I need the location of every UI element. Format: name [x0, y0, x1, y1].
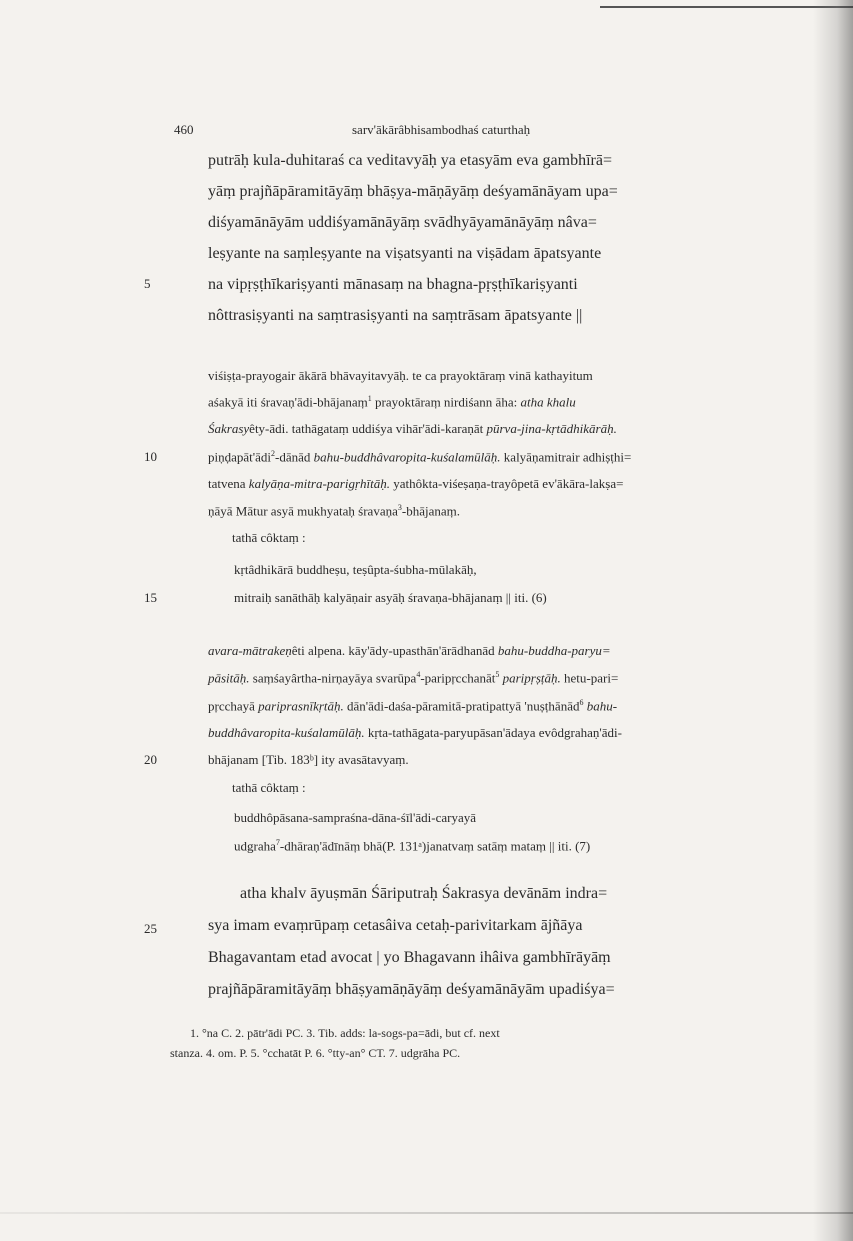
text-span: -dānād: [275, 449, 314, 465]
footnote-ref: 4: [416, 670, 421, 679]
text-span: êty-ādi. tathāgataṃ uddiśya vihār'ādi-karaṇāt: [249, 421, 487, 436]
text-line: [208, 476, 623, 492]
footnote-line: 1. °na C. 2. pātr'ādi PC. 3. Tib. adds: la-sogs-pa=ādi, but cf. next: [190, 1026, 500, 1040]
text-span: hetu-pari=: [560, 670, 619, 686]
text-line: nôttrasiṣyanti na saṃtrasiṣyanti na saṃtrāsam āpatsyante ||: [208, 307, 583, 324]
text-line: putrāḥ kula-duhitaraś ca veditavyāḥ ya etasyām eva gambhīrā=: [208, 152, 612, 169]
lemma: kalyāṇa-mitra-parigṛhītāḥ.: [248, 476, 390, 491]
footnote-ref: 5: [495, 670, 500, 679]
lemma: pūrva-jina-kṛtādhikārāḥ.: [486, 421, 617, 436]
lemma: Śakrasy: [208, 421, 250, 436]
lemma: pariprasnīkṛtāḥ.: [258, 698, 344, 714]
page-bottom-edge: [0, 1212, 853, 1214]
line-number-20: 20: [144, 752, 157, 767]
text-line: yāṃ prajñāpāramitāyāṃ bhāṣya-māṇāyāṃ deśyamānāyam upa=: [208, 183, 618, 200]
footnote-line: stanza. 4. om. P. 5. °cchatāt P. 6. °tty-an° CT. 7. udgrāha PC.: [170, 1046, 461, 1060]
text-line: diśyamānāyām uddiśyamānāyāṃ svādhyāyamānāyāṃ nâva=: [208, 214, 597, 231]
text-line: tathā côktaṃ :: [232, 530, 306, 545]
text-span: -dhāraṇ'ādīnāṃ bhā(P. 131ᵃ)janatvaṃ satāṃ mataṃ || iti. (7): [279, 838, 591, 854]
text-line: [208, 725, 622, 741]
text-span: prayoktāraṃ nirdiśann āha:: [371, 394, 521, 410]
lemma: atha khalu: [520, 394, 576, 410]
text-span: udgraha: [234, 838, 276, 854]
verse-line: kṛtâdhikārā buddheṣu, teṣûpta-śubha-mūlakāḥ,: [234, 562, 477, 577]
verse-line: mitraiḥ sanāthāḥ kalyāṇair asyāḥ śravaṇa-bhājanaṃ || iti. (6): [234, 590, 547, 605]
text-span: aśakyā iti śravaṇ'ādi-bhājanaṃ: [208, 394, 368, 410]
text-span: pṛcchayā: [208, 698, 259, 714]
text-line: atha khalv āyuṣmān Śāriputraḥ Śakrasya devānām indra=: [240, 885, 608, 902]
page-header: [0, 122, 853, 142]
text-line: viśiṣṭa-prayogair ākārā bhāvayitavyāḥ. te ca prayoktāraṃ vinā kathayitum: [208, 368, 593, 383]
page-number: 460: [174, 122, 194, 137]
text-line: [208, 449, 631, 465]
text-line: [208, 394, 576, 410]
line-number-25: 25: [144, 921, 157, 936]
verse-line: [234, 838, 590, 854]
lemma: avara-mātrakeṇ: [208, 643, 292, 658]
text-line: [208, 670, 618, 686]
lemma: bahu-: [583, 698, 618, 714]
line-number-5: 5: [144, 276, 151, 291]
text-span: -paripṛcchanāt: [420, 670, 496, 686]
text-line: sya imam evaṃrūpaṃ cetasâiva cetaḥ-parivitarkam ājñāya: [208, 917, 583, 934]
footnote-ref: 6: [579, 698, 584, 707]
text-span: -bhājanaṃ.: [401, 503, 460, 519]
text-line: [208, 421, 617, 437]
line-number-10: 10: [144, 449, 157, 464]
text-line: [208, 643, 611, 659]
lemma: bahu-buddhâvaropita-kuśalamūlāḥ.: [313, 449, 501, 465]
text-line: [208, 503, 460, 519]
text-line: [208, 698, 617, 714]
text-span: yathôkta-viśeṣaṇa-trayôpetā ev'ākāra-lakṣa=: [389, 476, 624, 491]
footnote-ref: 2: [271, 449, 275, 458]
text-line: Bhagavantam etad avocat | yo Bhagavann ihâiva gambhīrāyāṃ: [208, 949, 611, 966]
footnote-ref: 3: [397, 503, 402, 512]
page-binding-shadow: [813, 0, 853, 1241]
text-span: saṃśayârtha-nirṇayāya svarūpa: [249, 670, 417, 686]
text-span: tatvena: [208, 476, 249, 491]
text-span: êti alpena. kāy'ādy-upasthān'ārādhanād: [291, 643, 498, 658]
footnote-ref: 1: [367, 394, 372, 403]
text-span: kṛta-tathāgata-paryupāsan'ādaya evôdgrahaṇ'ādi-: [364, 725, 622, 740]
verse-line: buddhôpāsana-sampraśna-dāna-śīl'ādi-caryayā: [234, 810, 477, 825]
text-span: dān'ādi-daśa-pāramitā-pratipattyā 'nuṣṭhānād: [343, 698, 580, 714]
text-span: piṇḍapāt'ādi: [208, 449, 271, 465]
text-line: tathā côktaṃ :: [232, 780, 306, 795]
text-line: na vipṛṣṭhīkariṣyanti mānasaṃ na bhagna-pṛṣṭhīkariṣyanti: [208, 276, 578, 293]
text-line: prajñāpāramitāyāṃ bhāṣyamāṇāyāṃ deśyamānāyām upadiśya=: [208, 981, 615, 998]
text-span: kalyāṇamitrair adhiṣṭhi=: [500, 449, 632, 465]
lemma: pāsitāḥ.: [208, 670, 250, 686]
running-head: sarv'ākārâbhisambodhaś caturthaḥ: [352, 122, 531, 137]
lemma: bahu-buddha-paryu=: [497, 643, 611, 658]
lemma: paripṛṣṭāḥ.: [499, 670, 561, 686]
line-number-15: 15: [144, 590, 157, 605]
text-line: bhājanam [Tib. 183ᵇ] ity avasātavyaṃ.: [208, 752, 409, 767]
text-span: ṇāyā Mātur asyā mukhyataḥ śravaṇa: [208, 503, 398, 519]
lemma: buddhâvaropita-kuśalamūlāḥ.: [208, 725, 365, 740]
footnote-ref: 7: [275, 838, 280, 847]
text-line: leṣyante na saṃleṣyante na viṣatsyanti na viṣādam āpatsyante: [208, 245, 602, 262]
